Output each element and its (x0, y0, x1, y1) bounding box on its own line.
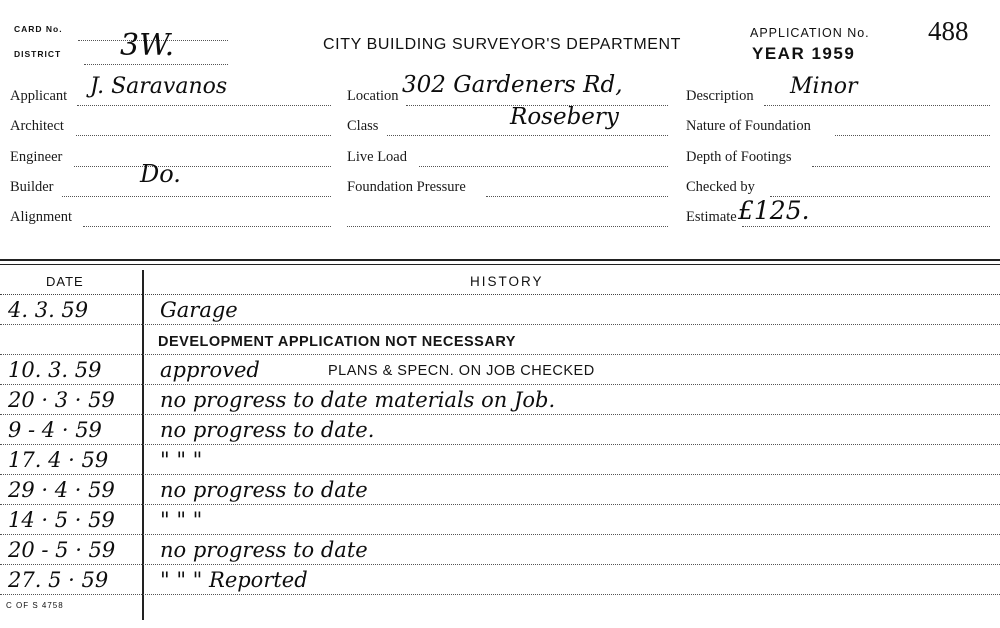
nature-of-foundation-line (835, 135, 990, 136)
table-header-rule (0, 294, 1000, 295)
row-history-text: " " " (160, 448, 203, 472)
section-rule-bottom (0, 264, 1000, 265)
builder-line (62, 196, 331, 197)
district-line (84, 64, 228, 65)
history-column-header: HISTORY (470, 274, 544, 289)
table-row-rule (0, 444, 1000, 445)
card-no-label: CARD No. (14, 24, 63, 34)
engineer-label: Engineer (10, 149, 63, 165)
applicant-line (77, 105, 331, 106)
alignment-label: Alignment (10, 209, 73, 225)
depth-of-footings-label: Depth of Footings (686, 149, 792, 165)
row-history-text: approved (160, 358, 260, 382)
description-value: Minor (790, 74, 858, 99)
location-value-line1: 302 Gardeners Rd, (402, 72, 623, 98)
depth-of-footings-line (812, 166, 990, 167)
row-history-text: no progress to date (160, 538, 368, 562)
builder-label: Builder (10, 179, 54, 195)
table-row-rule (0, 414, 1000, 415)
builder-value: Do. (140, 160, 181, 188)
form-code: C OF S 4758 (6, 601, 64, 610)
table-row-rule (0, 534, 1000, 535)
foundation-pressure-line (486, 196, 668, 197)
row-history-text: " " " Reported (160, 568, 308, 592)
row-date: 29 · 4 · 59 (8, 478, 115, 502)
row-date: 20 - 5 · 59 (8, 538, 116, 562)
table-row-rule (0, 324, 1000, 325)
nature-of-foundation-label: Nature of Foundation (686, 118, 811, 134)
row-date: 17. 4 · 59 (8, 448, 109, 472)
architect-label: Architect (10, 118, 64, 134)
table-row-rule (0, 384, 1000, 385)
row-date: 20 · 3 · 59 (8, 388, 115, 412)
application-label: APPLICATION No. (750, 26, 870, 40)
district-value: 3W. (120, 28, 175, 63)
applicant-label: Applicant (10, 88, 68, 104)
live-load-label: Live Load (347, 149, 407, 165)
table-row-rule (0, 564, 1000, 565)
live-load-line (419, 166, 668, 167)
description-label: Description (686, 88, 754, 104)
district-label: DISTRICT (14, 49, 62, 59)
location-label: Location (347, 88, 399, 104)
date-column-divider (142, 270, 144, 620)
application-number: 488 (928, 16, 969, 46)
class-line (387, 135, 668, 136)
architect-line (76, 135, 331, 136)
row-history-text: no progress to date materials on Job. (160, 388, 556, 412)
date-column-header: DATE (46, 274, 84, 289)
department-title: CITY BUILDING SURVEYOR'S DEPARTMENT (323, 36, 682, 53)
section-rule-top (0, 259, 1000, 261)
table-row-rule (0, 594, 1000, 595)
estimate-line (742, 226, 990, 227)
row-history-text: Garage (160, 298, 238, 322)
estimate-label: Estimate (686, 209, 737, 225)
table-row-rule (0, 474, 1000, 475)
year-label: YEAR 1959 (752, 44, 856, 63)
table-row-rule (0, 504, 1000, 505)
applicant-value: J. Saravanos (90, 74, 228, 99)
location-value-line2: Rosebery (510, 104, 619, 130)
row-date: 10. 3. 59 (8, 358, 102, 382)
table-row-rule (0, 354, 1000, 355)
row-stamp: PLANS & SPECN. ON JOB CHECKED (328, 363, 595, 379)
row-history-text: no progress to date (160, 478, 368, 502)
row-date: 4. 3. 59 (8, 298, 89, 322)
row-history-text: " " " (160, 508, 203, 532)
class-label: Class (347, 118, 379, 134)
estimate-value: £125. (738, 196, 810, 225)
alignment-line (83, 226, 331, 227)
foundation-pressure-label: Foundation Pressure (347, 179, 466, 195)
row-date: 14 · 5 · 59 (8, 508, 115, 532)
row-stamp-text: DEVELOPMENT APPLICATION NOT NECESSARY (158, 334, 516, 350)
alignment-line-middle (347, 226, 668, 227)
row-date: 9 - 4 · 59 (8, 418, 102, 442)
row-history-text: no progress to date. (160, 418, 375, 442)
checked-by-label: Checked by (686, 179, 755, 195)
row-date: 27. 5 · 59 (8, 568, 109, 592)
description-line (764, 105, 990, 106)
engineer-line (74, 166, 331, 167)
